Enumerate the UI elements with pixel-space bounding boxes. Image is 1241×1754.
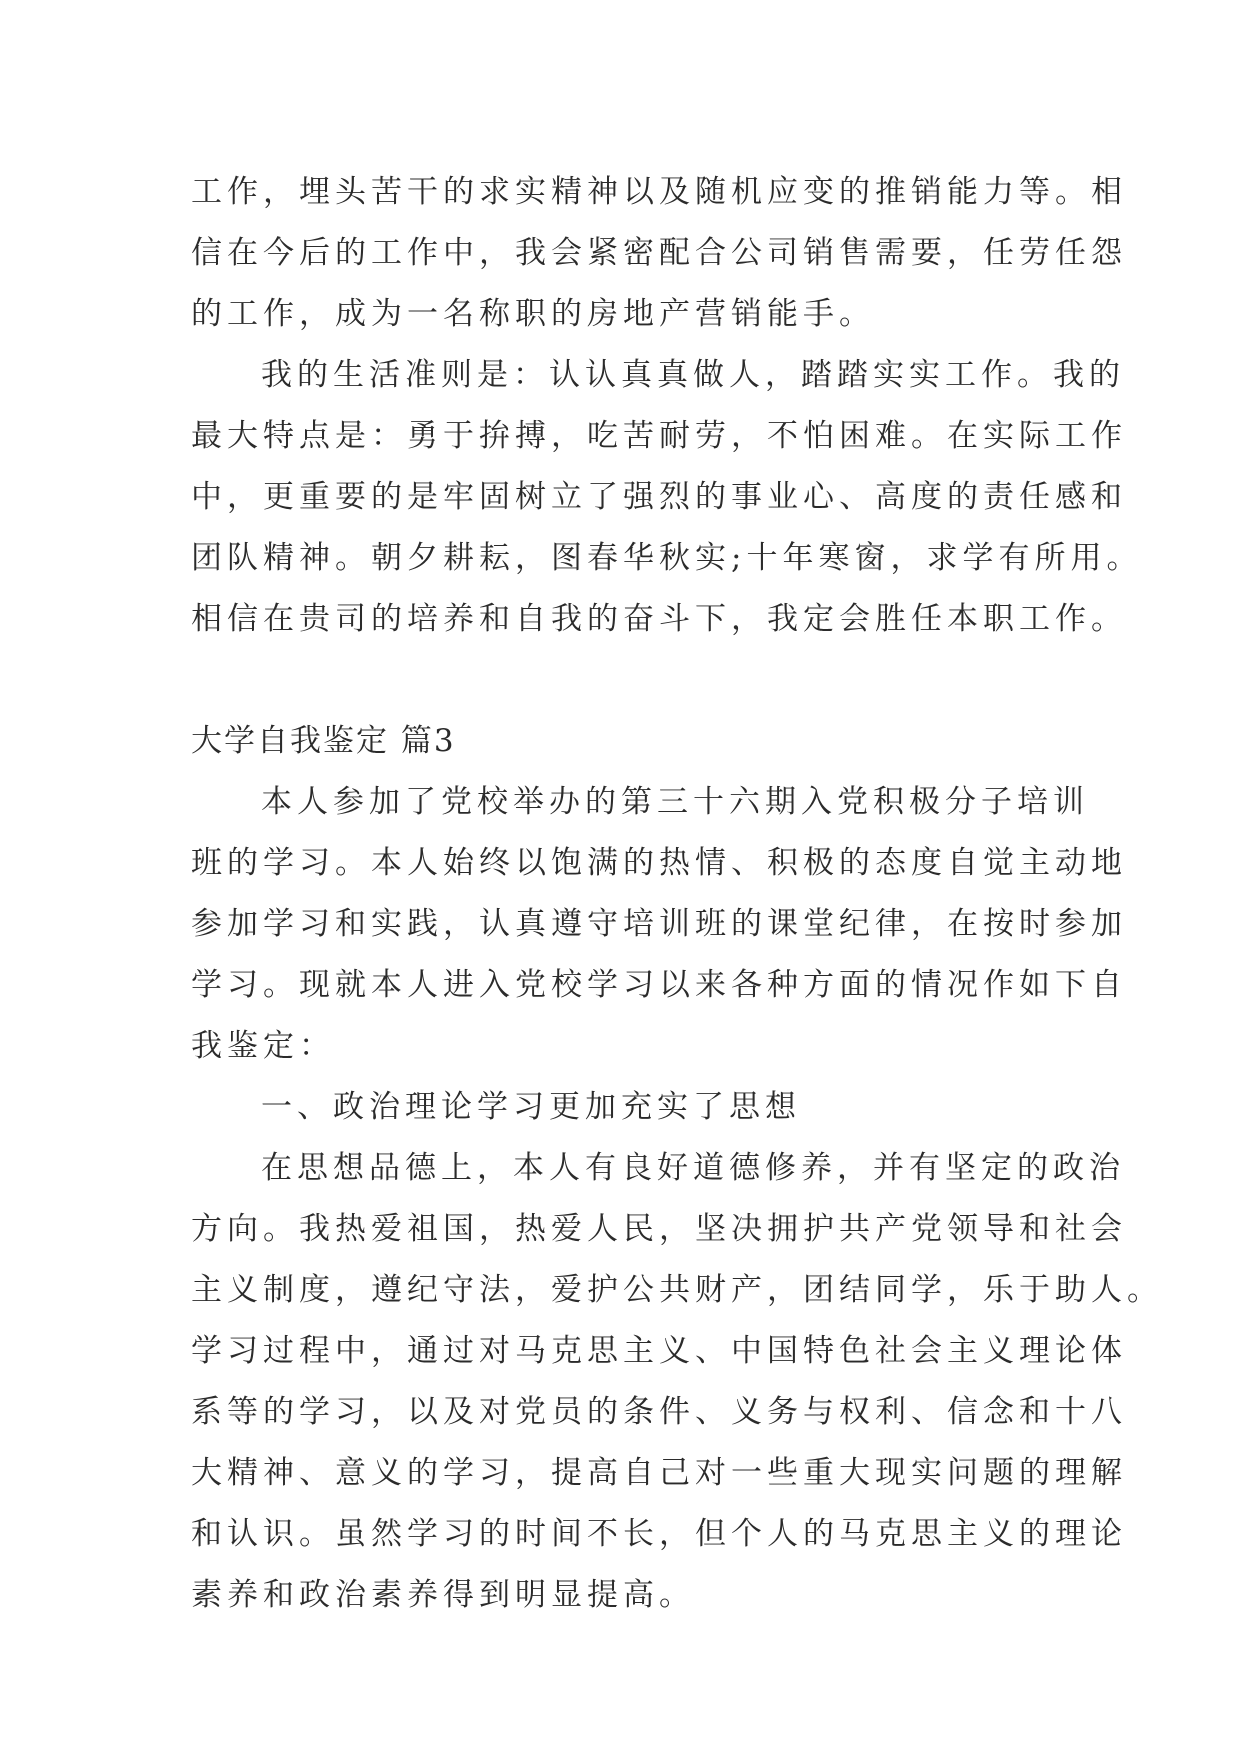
paragraph-continuation <box>191 162 1127 345</box>
text-line: 信在今后的工作中，我会紧密配合公司销售需要，任劳任怨 <box>191 235 1127 271</box>
text-line: 学习。现就本人进入党校学习以来各种方面的情况作如下自 <box>191 967 1127 1003</box>
text-line: 工作，埋头苦干的求实精神以及随机应变的推销能力等。相 <box>191 174 1127 210</box>
text-line: 在思想品德上，本人有良好道德修养，并有坚定的政治 <box>261 1150 1125 1186</box>
text-line: 参加学习和实践，认真遵守培训班的课堂纪律，在按时参加 <box>191 906 1127 942</box>
text-line: 方向。我热爱祖国，热爱人民，坚决拥护共产党领导和社会 <box>191 1211 1127 1247</box>
text-line: 大精神、意义的学习，提高自己对一些重大现实问题的理解 <box>191 1455 1127 1491</box>
text-line: 相信在贵司的培养和自我的奋斗下，我定会胜任本职工作。 <box>191 601 1127 637</box>
text-line: 主义制度，遵纪守法，爱护公共财产，团结同学，乐于助人。 <box>191 1272 1163 1308</box>
text-line: 学习过程中，通过对马克思主义、中国特色社会主义理论体 <box>191 1333 1127 1369</box>
text-line: 我鉴定： <box>191 1028 335 1064</box>
text-line: 的工作，成为一名称职的房地产营销能手。 <box>191 296 875 332</box>
paragraph-political-theory <box>191 1138 1163 1626</box>
text-line: 本人参加了党校举办的第三十六期入党积极分子培训 <box>261 784 1089 820</box>
paragraph-life-principles <box>191 345 1143 650</box>
text-line: 和认识。虽然学习的时间不长，但个人的马克思主义的理论 <box>191 1516 1127 1552</box>
text-line: 素养和政治素养得到明显提高。 <box>191 1577 695 1613</box>
text-line: 我的生活准则是：认认真真做人，踏踏实实工作。我的 <box>261 357 1125 393</box>
paragraph-party-school <box>191 772 1127 1077</box>
text-line: 团队精神。朝夕耕耘，图春华秋实;十年寒窗，求学有所用。 <box>191 540 1143 576</box>
document-body <box>191 162 1163 1626</box>
text-line: 系等的学习，以及对党员的条件、义务与权利、信念和十八 <box>191 1394 1127 1430</box>
text-line: 中，更重要的是牢固树立了强烈的事业心、高度的责任感和 <box>191 479 1127 515</box>
section-title: 大学自我鉴定 篇3 <box>191 723 456 759</box>
text-line: 最大特点是：勇于拚搏，吃苦耐劳，不怕困难。在实际工作 <box>191 418 1127 454</box>
subheading: 一、政治理论学习更加充实了思想 <box>261 1089 801 1125</box>
text-line: 班的学习。本人始终以饱满的热情、积极的态度自觉主动地 <box>191 845 1127 881</box>
